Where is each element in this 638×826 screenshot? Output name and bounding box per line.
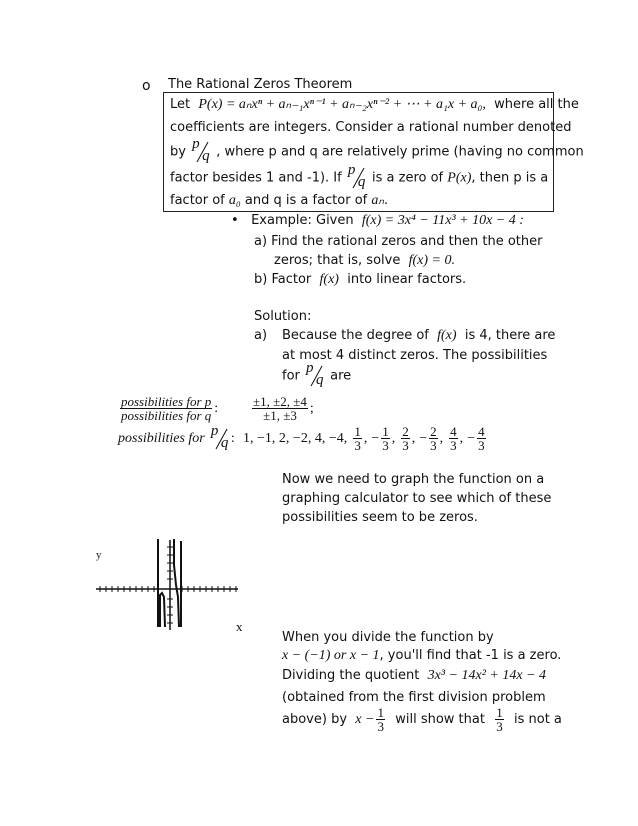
fraction-possibilities [351, 424, 491, 453]
fraction-possibility [371, 424, 396, 453]
fraction-possibility [467, 424, 487, 453]
example-part-b: b) Factor f(x) into linear factors. [254, 272, 467, 287]
solution-line-3: for p q are [282, 360, 352, 388]
division-line-2: x − (−1) or x − 1, you'll find that -1 is a zero. [282, 648, 562, 663]
possibilities-values: $\frac{\pm 1, \pm 2, \pm 4}{\pm 1, \pm 3}$ ; [253, 394, 314, 423]
graph-text-line-2: graphing calculator to see which of these [282, 491, 552, 506]
solution-line-1: Because the degree of f(x) is 4, there are [282, 328, 556, 343]
fraction-denominator: 3 [402, 438, 409, 453]
example-line: • Example: Given f(x) = 3x⁴ − 11x³ + 10x − 4 : [231, 213, 524, 228]
fraction-denominator: 3 [430, 438, 437, 453]
fraction-numerator: 4 [450, 424, 457, 439]
p-over-q-fraction: p q [306, 360, 324, 388]
integer-possibilities: 1, −1, 2, −2, 4, −4, [243, 431, 348, 446]
polynomial-expression: P(x) = aₙxⁿ + aₙ₋₁xⁿ⁻¹ + aₙ₋₂xⁿ⁻² + ⋯ + a₁x + a₀, [198, 97, 486, 112]
graph-text-line-1: Now we need to graph the function on a [282, 472, 545, 487]
p-over-q-fraction: p q [347, 162, 366, 190]
fraction-possibility [447, 424, 464, 453]
fraction-denominator: 3 [478, 438, 485, 453]
graph-text-line-3: possibilities seem to be zeros. [282, 510, 478, 525]
theorem-line-3: by p q , where p and q are relatively prime (having no common [170, 136, 584, 164]
fraction-numerator: 2 [430, 424, 437, 439]
graph-y-label: y [96, 549, 102, 561]
solution-part-a-label: a) [254, 328, 268, 343]
division-line-5: above) by x − $\frac{1}{3}$ will show that $\frac{1}{3}$ is not a [282, 705, 562, 734]
division-line-3: Dividing the quotient 3x³ − 14x² + 14x − 4 [282, 668, 547, 683]
fraction-sign: − [467, 431, 476, 446]
graph-x-label: x [236, 619, 243, 634]
example-part-a-line-2: zeros; that is, solve f(x) = 0. [274, 253, 455, 268]
graph-plot [88, 535, 248, 635]
calculator-graph [88, 535, 248, 635]
fraction-separator: , [439, 431, 444, 446]
theorem-line-5: factor of a₀ and q is a factor of aₙ. [170, 193, 389, 208]
example-bullet: • [231, 213, 239, 228]
fraction-denominator: 3 [382, 438, 389, 453]
fraction-separator: , [411, 431, 416, 446]
fraction-numerator: 1 [354, 424, 361, 439]
possibilities-ratio: $\frac{\text{possibilities for p}}{\text{possibilities for q}}$ : [121, 394, 219, 423]
fraction-possibility [351, 424, 368, 453]
section-title: The Rational Zeros Theorem [168, 77, 353, 92]
fraction-possibility [399, 424, 416, 453]
example-function: f(x) = 3x⁴ − 11x³ + 10x − 4 : [361, 213, 524, 228]
division-line-1: When you divide the function by [282, 630, 494, 645]
fraction-numerator: 1 [382, 424, 389, 439]
theorem-line-1: Let P(x) = aₙxⁿ + aₙ₋₁xⁿ⁻¹ + aₙ₋₂xⁿ⁻² + ⋯ + a₁x + a₀, where all the [170, 97, 579, 112]
fraction-denominator: 3 [354, 438, 361, 453]
division-line-4: (obtained from the first division problem [282, 690, 546, 705]
fraction-separator: , [363, 431, 368, 446]
solution-line-2: at most 4 distinct zeros. The possibilities [282, 348, 548, 363]
fraction-separator: , [391, 431, 396, 446]
fraction-sign: − [371, 431, 380, 446]
fraction-sign: − [419, 431, 428, 446]
possibilities-list: possibilities for p q : 1, −1, 2, −2, 4, −4, $\frac{1}{3}$ , − $\frac{1}{3}$ , $\frac{2}{3}$ , − $\frac{2}{3}$ , $\frac{4}{3}$ , − $\frac{4}{3}$ [118, 425, 492, 452]
fraction-denominator: 3 [450, 438, 457, 453]
p-over-q-fraction: p q [210, 422, 229, 451]
fraction-separator: , [459, 431, 464, 446]
section-bullet: o [142, 78, 151, 94]
theorem-line-4: factor besides 1 and -1). If p q is a zero of P(x), then p is a [170, 162, 549, 190]
p-over-q-fraction: p q [192, 136, 210, 164]
fraction-possibility [419, 424, 444, 453]
fraction-numerator: 2 [402, 424, 409, 439]
fraction-numerator: 4 [478, 424, 485, 439]
example-part-a-line-1: a) Find the rational zeros and then the other [254, 234, 543, 249]
solution-heading: Solution: [254, 309, 312, 324]
theorem-line-2: coefficients are integers. Consider a rational number denoted [170, 120, 572, 135]
